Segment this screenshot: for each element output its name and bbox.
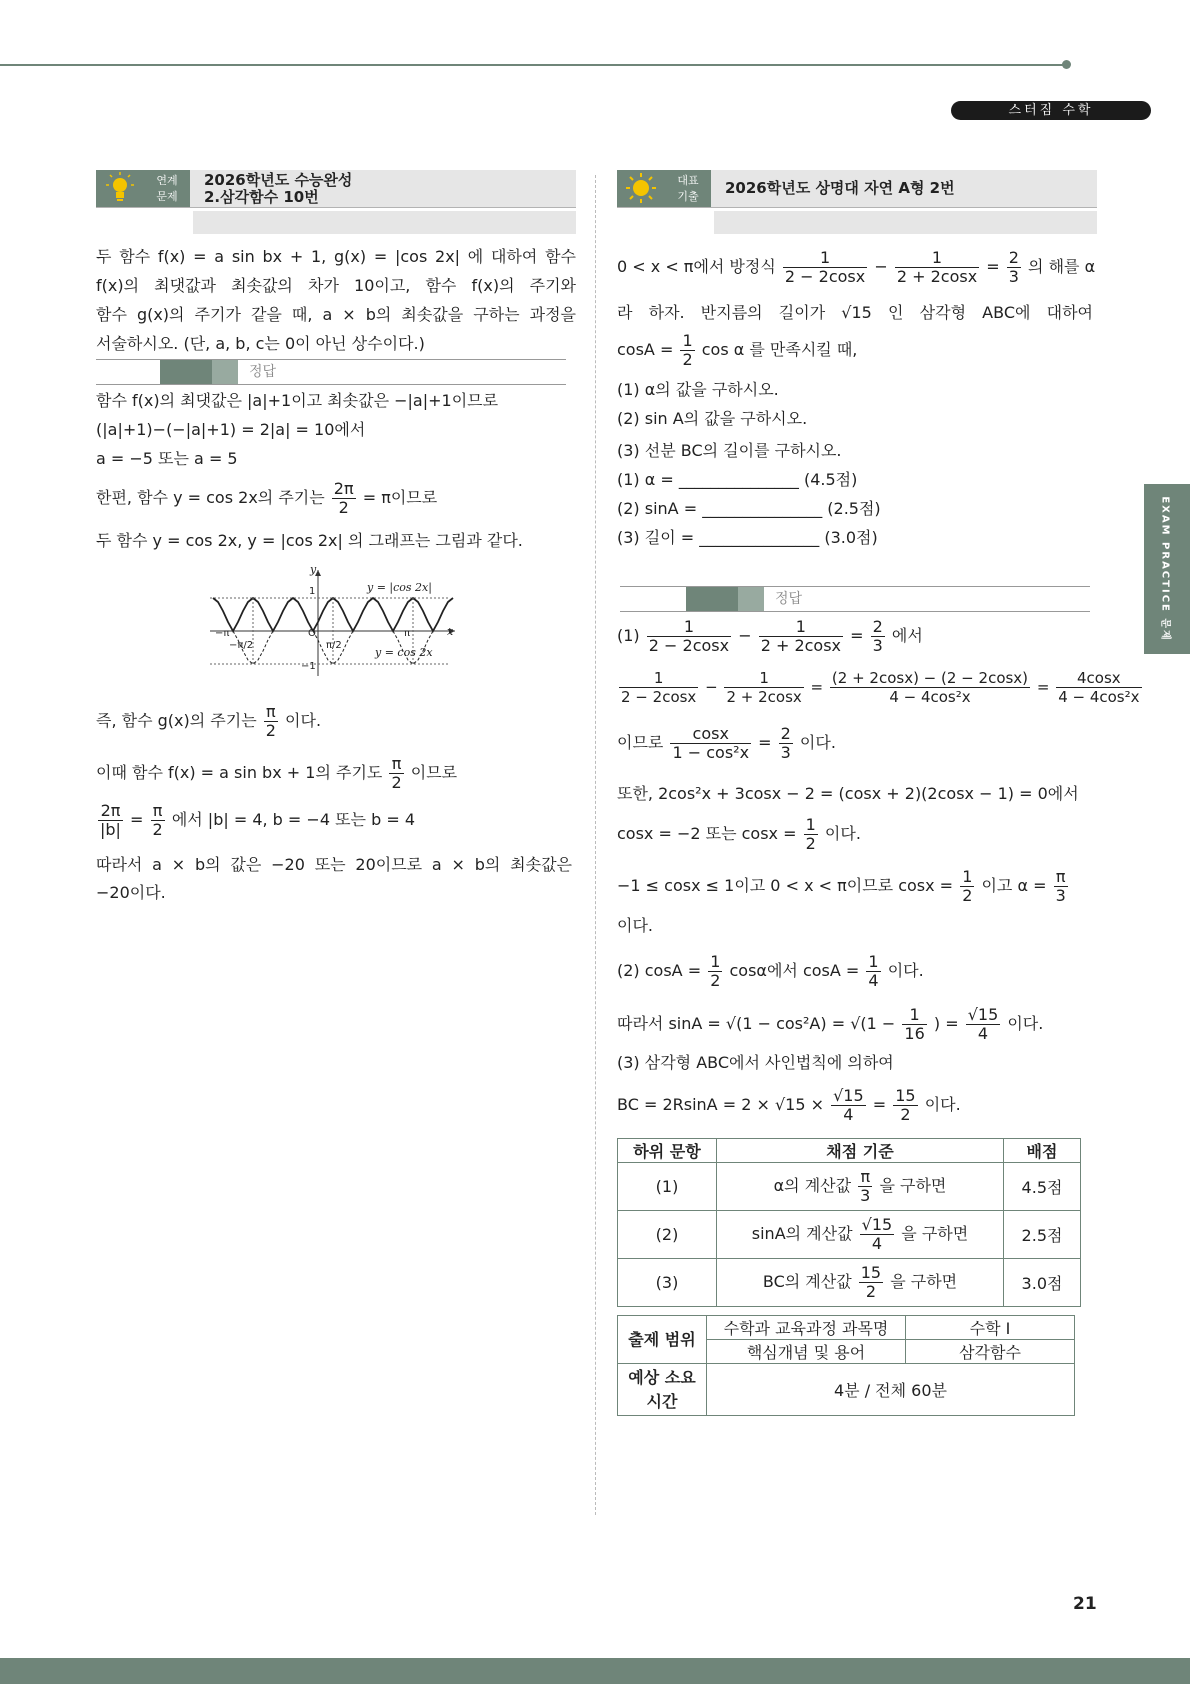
graph-x-axis: x — [447, 625, 454, 638]
column-divider — [595, 175, 596, 1515]
right-tag: 대표 기출 — [665, 170, 711, 207]
question-line: f(x)의 최댓값과 최솟값의 차가 10이고, 함수 f(x)의 주기와 — [96, 276, 576, 295]
left-header-sub — [193, 211, 576, 234]
answer-label: 정답 — [775, 591, 803, 607]
right-answer-bar — [620, 586, 1090, 612]
answer-blank: (1) α = _______________ (4.5점) — [617, 470, 858, 489]
solution-line: 이다. — [617, 916, 653, 935]
grading-header: 하위 문항 — [618, 1139, 717, 1163]
right-header — [617, 170, 1097, 208]
brand-badge: 스터짐 수학 — [951, 101, 1151, 120]
answer-blank: (3) 길이 = _______________ (3.0점) — [617, 528, 878, 547]
question-line: (2) sin A의 값을 구하시오. — [617, 409, 808, 428]
page-number: 21 — [1073, 1594, 1097, 1614]
graph-tick-neg-half-pi: −π/2 — [229, 640, 254, 651]
table-row: (1) α의 계산값 $\frac{\pi}{3}$ 을 구하면 4.5점 — [618, 1163, 1081, 1211]
question-line: 함수 g(x)의 주기가 같을 때, a × b의 최솟값을 구하는 과정을 — [96, 305, 576, 324]
solution-line: 함수 f(x)의 최댓값은 |a|+1이고 최솟값은 −|a|+1이므로 — [96, 391, 499, 410]
solution-line: $\frac{1}{2 - 2\cos x}$ − $\frac{1}{2 + 2\cos x}$ = $\frac{(2 + 2\cos x) - (2 - 2\cos x)}{\text{4 − 4cos²x}}$ = $\frac{4\cos x}{\text{4 − 4cos²x}}$ — [621, 669, 1140, 706]
left-tag: 연계 문제 — [144, 170, 190, 207]
solution-line: a = −5 또는 a = 5 — [96, 449, 238, 468]
grading-header: 배점 — [1004, 1139, 1081, 1163]
answer-blank: (2) sinA = _______________ (2.5점) — [617, 499, 881, 518]
solution-line: $\frac{2\pi}{|b|}$ = $\frac{\pi}{2}$ 에서 |b| = 4, b = −4 또는 b = 4 — [100, 801, 415, 839]
solution-line: (2) cosA = $\frac{1}{2}$ cosα에서 cosA = $\frac{1}{4}$ 이다. — [617, 952, 924, 990]
question-line: cosA = $\frac{1}{2}$ cos α 를 만족시킬 때, — [617, 331, 858, 369]
scope-label: 출제 범위 — [618, 1316, 707, 1364]
solution-line: 이때 함수 f(x) = a sin bx + 1의 주기도 $\frac{\pi}{2}$ 이므로 — [96, 754, 458, 792]
question-line: 라 하자. 반지름의 길이가 √15 인 삼각형 ABC에 대하여 — [617, 303, 1093, 322]
solution-line: cosx = −2 또는 cosx = $\frac{1}{2}$ 이다. — [617, 815, 861, 853]
solution-line: BC = 2RsinA = 2 × √15 × $\frac{√15}{4}$ = $\frac{15}{2}$ 이다. — [617, 1086, 961, 1124]
graph-tick-half-pi: π/2 — [326, 640, 342, 651]
graph-tick-1: 1 — [309, 586, 316, 597]
table-row: (3) BC의 계산값 $\frac{15}{2}$ 을 구하면 3.0점 — [618, 1259, 1081, 1307]
grading-header: 채점 기준 — [717, 1139, 1004, 1163]
solution-line: 즉, 함수 g(x)의 주기는 $\frac{\pi}{2}$ 이다. — [96, 702, 322, 740]
graph-label-abs: y = |cos 2x| — [367, 581, 432, 594]
question-line: (3) 선분 BC의 길이를 구하시오. — [617, 441, 842, 460]
graph-y-axis: y — [310, 563, 317, 576]
answer-label: 정답 — [249, 364, 277, 380]
cosine-graph — [205, 564, 460, 682]
side-tab — [1144, 484, 1190, 654]
left-answer-bar — [96, 359, 566, 385]
question-line: 0 < x < π에서 방정식 $\frac{1}{2 - 2\cos x}$ − $\frac{1}{2 + 2\cos x}$ = $\frac{2}{3}$ 의 해를 α — [617, 248, 1096, 286]
right-header-sub — [714, 211, 1097, 234]
time-label: 예상 소요시간 — [618, 1364, 707, 1416]
side-tab-label: EXAM PRACTICE 문제 — [1159, 496, 1171, 642]
solution-line: −1 ≤ cosx ≤ 1이고 0 < x < π이므로 cosx = $\frac{1}{2}$ 이고 α = $\frac{\pi}{3}$ — [617, 867, 1066, 905]
right-title: 2026학년도 상명대 자연 A형 2번 — [725, 179, 955, 197]
graph-tick-neg-pi: −π — [215, 628, 230, 639]
question-line: 서술하시오. (단, a, b, c는 0이 아닌 상수이다.) — [96, 334, 425, 353]
graph-label-cos: y = cos 2x — [375, 646, 433, 659]
solution-line: (|a|+1)−(−|a|+1) = 2|a| = 10에서 — [96, 420, 366, 439]
question-line: 두 함수 f(x) = a sin bx + 1, g(x) = |cos 2x| 에 대하여 함수 — [96, 247, 576, 266]
solution-line: 한편, 함수 y = cos 2x의 주기는 $\frac{2\pi}{2}$ = π이므로 — [96, 479, 438, 517]
time-value: 4분 / 전체 60분 — [707, 1364, 1075, 1416]
top-rule-dot — [1062, 60, 1071, 69]
left-question — [96, 242, 576, 358]
info-table: 출제 범위 수학과 교육과정 과목명 수학 Ⅰ 핵심개념 및 용어 삼각함수 예상 소요시간 4분 / 전체 60분 — [617, 1315, 1075, 1416]
solution-line: 이므로 $\frac{\cos x}{\text{1 − cos²x}}$ = $\frac{2}{3}$ 이다. — [617, 724, 836, 762]
solution-line: 따라서 sinA = √(1 − cos²A) = √(1 − $\frac{1}{16}$ ) = $\frac{√15}{4}$ 이다. — [617, 1005, 1044, 1043]
solution-line: 따라서 a × b의 값은 −20 또는 20이므로 a × b의 최솟값은 — [96, 855, 572, 874]
bottom-bar — [0, 1658, 1190, 1684]
graph-tick-pi: π — [404, 628, 411, 639]
lightbulb-icon — [96, 170, 144, 207]
sun-icon — [617, 170, 665, 207]
solution-line: (1) $\frac{1}{2 - 2\cos x}$ − $\frac{1}{2 + 2\cos x}$ = $\frac{2}{3}$ 에서 — [617, 617, 923, 655]
solution-line: −20이다. — [96, 883, 166, 902]
table-row: (2) sinA의 계산값 $\frac{√15}{4}$ 을 구하면 2.5점 — [618, 1211, 1081, 1259]
question-line: (1) α의 값을 구하시오. — [617, 380, 779, 399]
grading-table — [617, 1138, 1081, 1307]
solution-line: (3) 삼각형 ABC에서 사인법칙에 의하여 — [617, 1053, 894, 1072]
graph-origin: O — [308, 628, 316, 639]
solution-line: 또한, 2cos²x + 3cosx − 2 = (cosx + 2)(2cosx − 1) = 0에서 — [617, 784, 1079, 803]
top-rule — [0, 64, 1068, 66]
solution-line: 두 함수 y = cos 2x, y = |cos 2x| 의 그래프는 그림과 같다. — [96, 531, 523, 550]
left-title: 2026학년도 수능완성 2.삼각함수 10번 — [204, 171, 353, 206]
graph-tick-neg1: −1 — [301, 661, 316, 672]
left-header — [96, 170, 576, 208]
